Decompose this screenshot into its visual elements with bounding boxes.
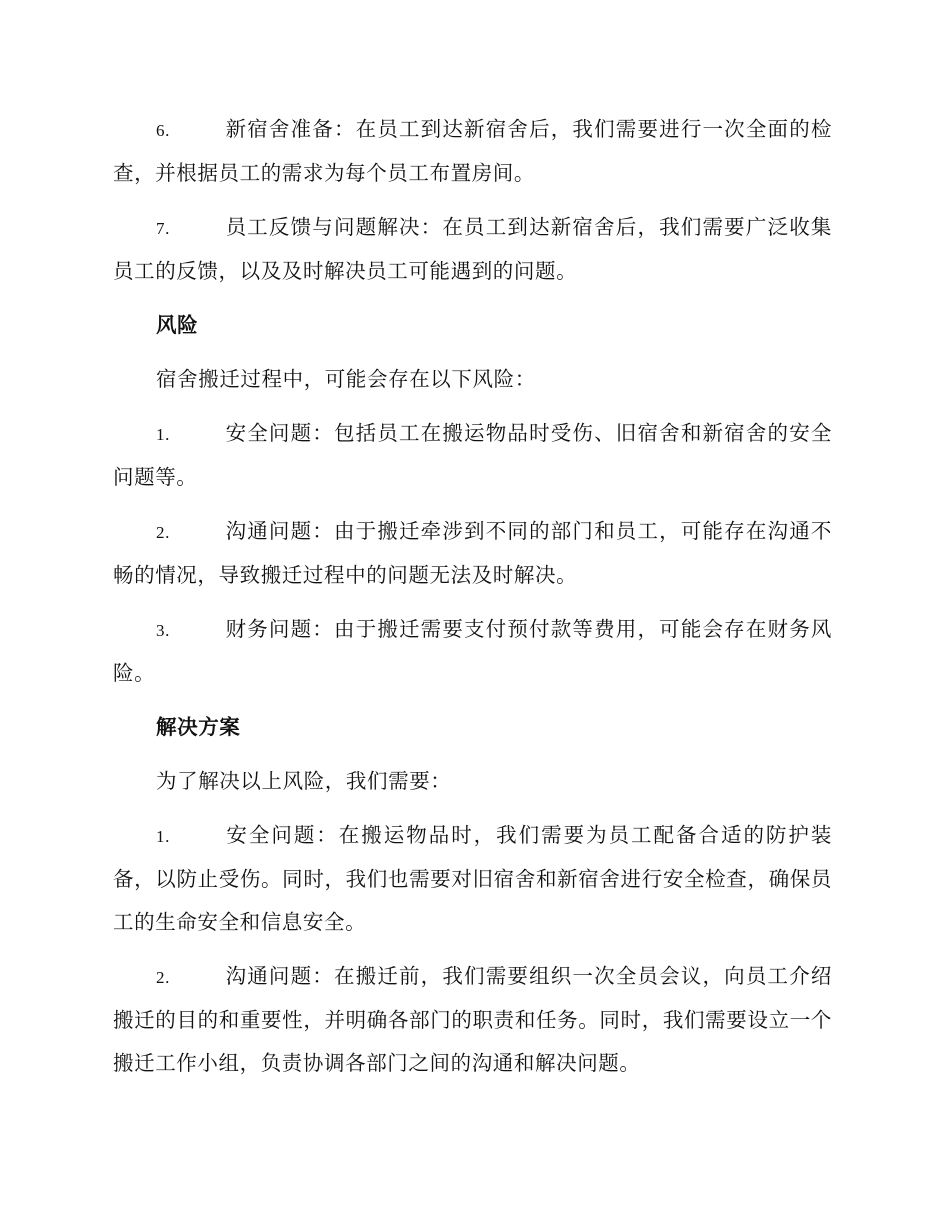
- list-number: 1.: [156, 425, 170, 444]
- list-number: 2.: [156, 968, 170, 987]
- list-text: 安全问题：在搬运物品时，我们需要为员工配备合适的防护装备，以防止受伤。同时，我们也需要对旧宿舍和新宿舍进行安全检查，确保员工的生命安全和信息安全。: [113, 823, 832, 934]
- list-text: 安全问题：包括员工在搬运物品时受伤、旧宿舍和新宿舍的安全问题等。: [113, 421, 832, 489]
- list-item: [113, 108, 832, 195]
- list-item: [113, 510, 832, 597]
- list-item: [113, 206, 832, 293]
- list-item: [113, 608, 832, 695]
- section-heading-solutions: 解决方案: [156, 715, 241, 739]
- list-number: 2.: [156, 523, 170, 542]
- list-text: 沟通问题：由于搬迁牵涉到不同的部门和员工，可能存在沟通不畅的情况，导致搬迁过程中的问题无法及时解决。: [113, 519, 832, 587]
- list-item: [113, 412, 832, 499]
- list-text: 员工反馈与问题解决：在员工到达新宿舍后，我们需要广泛收集员工的反馈，以及及时解决员工可能遇到的问题。: [113, 215, 832, 283]
- list-text: 财务问题：由于搬迁需要支付预付款等费用，可能会存在财务风险。: [113, 617, 832, 685]
- list-item: [113, 955, 832, 1085]
- list-item: [113, 814, 832, 944]
- list-text: 新宿舍准备：在员工到达新宿舍后，我们需要进行一次全面的检查，并根据员工的需求为每个员工布置房间。: [113, 117, 832, 185]
- section-heading-risks: 风险: [156, 313, 199, 337]
- list-number: 6.: [156, 121, 170, 140]
- list-text: 沟通问题：在搬迁前，我们需要组织一次全员会议，向员工介绍搬迁的目的和重要性，并明确各部门的职责和任务。同时，我们需要设立一个搬迁工作小组，负责协调各部门之间的沟通和解决问题。: [113, 964, 832, 1075]
- list-number: 3.: [156, 621, 170, 640]
- list-number: 1.: [156, 827, 170, 846]
- intro-paragraph: 宿舍搬迁过程中，可能会存在以下风险：: [156, 367, 536, 391]
- list-number: 7.: [156, 219, 170, 238]
- intro-paragraph: 为了解决以上风险，我们需要：: [156, 769, 452, 793]
